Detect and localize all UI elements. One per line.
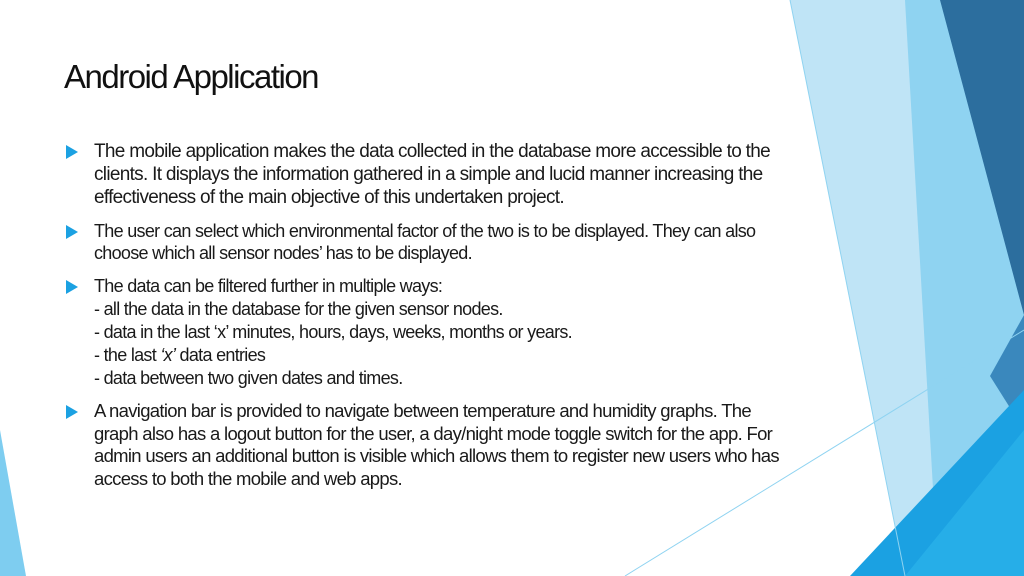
bullet-text: The mobile application makes the data collected in the database more accessible to the clients. It displays the information gathered in a simple and lucid manner increasing the effectiveness of the main objective of this undertaken project.	[94, 141, 770, 208]
bullet-text: The user can select which environmental factor of the two is to be displayed. They can also choose which all sensor nodes’ has to be displayed.	[94, 221, 756, 263]
bullet-item	[64, 275, 784, 390]
bullet-item	[64, 220, 784, 264]
filter-option-prefix: - the last	[94, 345, 161, 365]
bullet-item	[64, 400, 784, 490]
bullet-arrow-icon	[66, 145, 78, 159]
filter-option: - data in the last ‘x’ minutes, hours, days, weeks, months or years.	[94, 322, 572, 342]
filter-option: - data between two given dates and times.	[94, 368, 403, 388]
filter-option	[94, 344, 784, 367]
bullet-item	[64, 140, 784, 209]
bullet-arrow-icon	[66, 405, 78, 419]
filter-option-variable: ‘x’	[160, 345, 176, 365]
bullet-text: A navigation bar is provided to navigate between temperature and humidity graphs. The graph also has a logout button for the user, a day/night mode toggle switch for the app. For admin users an additional button is visible which allows them to register new users who has access to both the mobile and web apps.	[94, 400, 779, 489]
bottom-left-accent-shape	[0, 430, 26, 576]
bullet-list	[64, 140, 784, 490]
filter-intro-text: The data can be filtered further in multiple ways:	[94, 276, 443, 296]
bullet-arrow-icon	[66, 225, 78, 239]
slide-title: Android Application	[64, 58, 319, 95]
filter-option: - all the data in the database for the given sensor nodes.	[94, 299, 503, 319]
filter-option-suffix: data entries	[175, 345, 266, 365]
bullet-arrow-icon	[66, 280, 78, 294]
